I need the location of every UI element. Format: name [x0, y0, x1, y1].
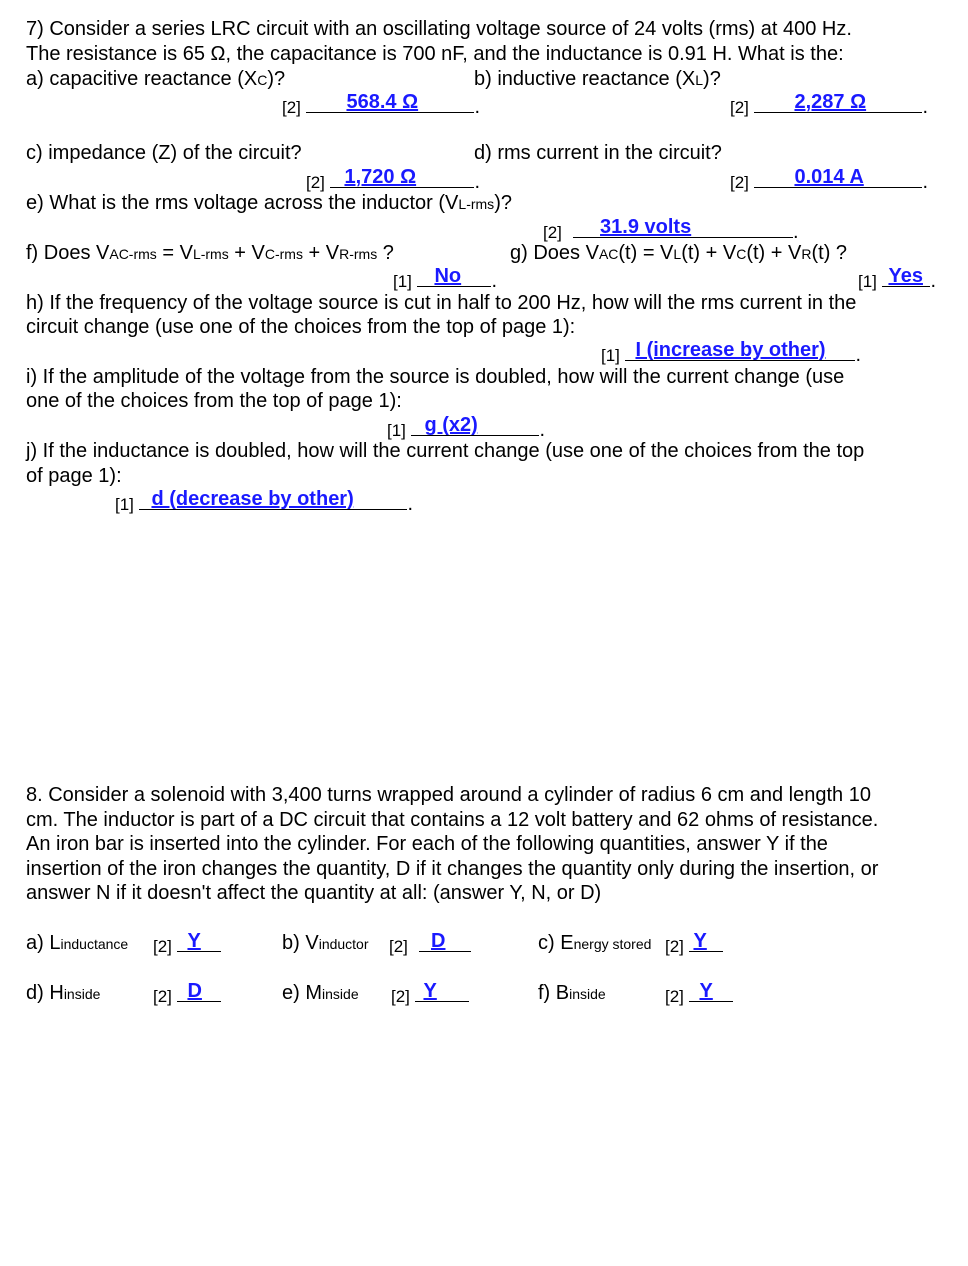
q8f-answer[interactable]: Y	[699, 980, 713, 1002]
q7-intro-line2: The resistance is 65 Ω, the capacitance is 700 nF, and the inductance is 0.91 H. What is the:	[26, 43, 844, 65]
q8a-answer[interactable]: Y	[187, 930, 201, 952]
q8c-answer[interactable]: Y	[693, 930, 707, 952]
q7b-answer-line: [2] 2,287 Ω .	[730, 91, 929, 118]
q8d-answer[interactable]: D	[187, 980, 202, 1002]
q7h-line2: circuit change (use one of the choices from the top of page 1):	[26, 316, 576, 338]
q8-line5: answer N if it doesn't affect the quantity at all: (answer Y, N, or D)	[26, 882, 602, 904]
q8b-answer-line: [2] D	[389, 931, 471, 959]
q8d-answer-line: [2] D	[153, 981, 221, 1009]
q8b-item: b) Vinductor	[282, 932, 369, 954]
q7-intro-line1: 7) Consider a series LRC circuit with an oscillating voltage source of 24 volts (rms) at 400 Hz.	[26, 18, 852, 40]
q7g-answer[interactable]: Yes	[888, 265, 923, 287]
q8d-item: d) Hinside	[26, 982, 101, 1004]
q7d-answer[interactable]: 0.014 A	[794, 166, 864, 188]
q7c-answer[interactable]: 1,720 Ω	[344, 166, 417, 188]
q7c-question: c) impedance (Z) of the circuit?	[26, 142, 302, 164]
q7j-answer-line: [1] d (decrease by other) .	[115, 488, 414, 515]
q7h-answer[interactable]: I (increase by other)	[635, 339, 826, 361]
q7g-question: g) Does VAC(t) = VL(t) + VC(t) + VR(t) ?	[510, 242, 848, 264]
q7j-line1: j) If the inductance is doubled, how will the current change (use one of the choices from the top	[26, 440, 865, 462]
q8c-answer-line: [2] Y	[665, 931, 723, 959]
q7c-answer-line: [2] 1,720 Ω .	[306, 166, 481, 193]
q7g-answer-line: [1] Yes .	[858, 265, 937, 292]
q8b-answer[interactable]: D	[431, 930, 446, 952]
q7h-answer-line: [1] I (increase by other) .	[601, 339, 862, 366]
q8f-answer-line: [2] Y	[665, 981, 733, 1009]
q7f-answer-line: [1] No .	[393, 265, 498, 292]
q7e-answer-line: [2] 31.9 volts .	[543, 216, 799, 243]
q8-line2: cm. The inductor is part of a DC circuit that contains a 12 volt battery and 62 ohms of resistance.	[26, 809, 879, 831]
q8a-answer-line: [2] Y	[153, 931, 221, 959]
q7b-question: b) inductive reactance (XL)?	[474, 68, 721, 90]
q8-line4: insertion of the iron changes the quantity, D if it changes the quantity only during the insertion, or	[26, 858, 879, 880]
q7j-answer[interactable]: d (decrease by other)	[151, 488, 354, 510]
q7a-answer-line: [2] 568.4 Ω .	[282, 91, 481, 118]
q7h-line1: h) If the frequency of the voltage source is cut in half to 200 Hz, how will the rms current in the	[26, 292, 857, 314]
q7e-answer[interactable]: 31.9 volts	[600, 216, 692, 238]
q7e-question: e) What is the rms voltage across the inductor (VL-rms)?	[26, 192, 512, 214]
q7j-line2: of page 1):	[26, 465, 122, 487]
q8-line1: 8. Consider a solenoid with 3,400 turns wrapped around a cylinder of radius 6 cm and length 10	[26, 784, 871, 806]
q7i-line1: i) If the amplitude of the voltage from the source is doubled, how will the current change (use	[26, 366, 845, 388]
q8a-item: a) Linductance	[26, 932, 129, 954]
q8e-answer[interactable]: Y	[423, 980, 437, 1002]
q7f-question: f) Does VAC-rms = VL-rms + VC-rms + VR-rms ?	[26, 242, 394, 264]
q7d-answer-line: [2] 0.014 A .	[730, 166, 929, 193]
q7i-answer-line: [1] g (x2) .	[387, 414, 546, 441]
q7f-answer[interactable]: No	[434, 265, 462, 287]
q7d-question: d) rms current in the circuit?	[474, 142, 722, 164]
q7i-line2: one of the choices from the top of page 1):	[26, 390, 402, 412]
q7a-question: a) capacitive reactance (XC)?	[26, 68, 286, 90]
q8e-item: e) Minside	[282, 982, 359, 1004]
q8e-answer-line: [2] Y	[391, 981, 469, 1009]
q8c-item: c) Energy stored	[538, 932, 652, 954]
q8f-item: f) Binside	[538, 982, 606, 1004]
q7a-answer[interactable]: 568.4 Ω	[346, 91, 419, 113]
q8-line3: An iron bar is inserted into the cylinder. For each of the following quantities, answer Y if the	[26, 833, 828, 855]
q7b-answer[interactable]: 2,287 Ω	[794, 91, 867, 113]
q7i-answer[interactable]: g (x2)	[424, 414, 478, 436]
